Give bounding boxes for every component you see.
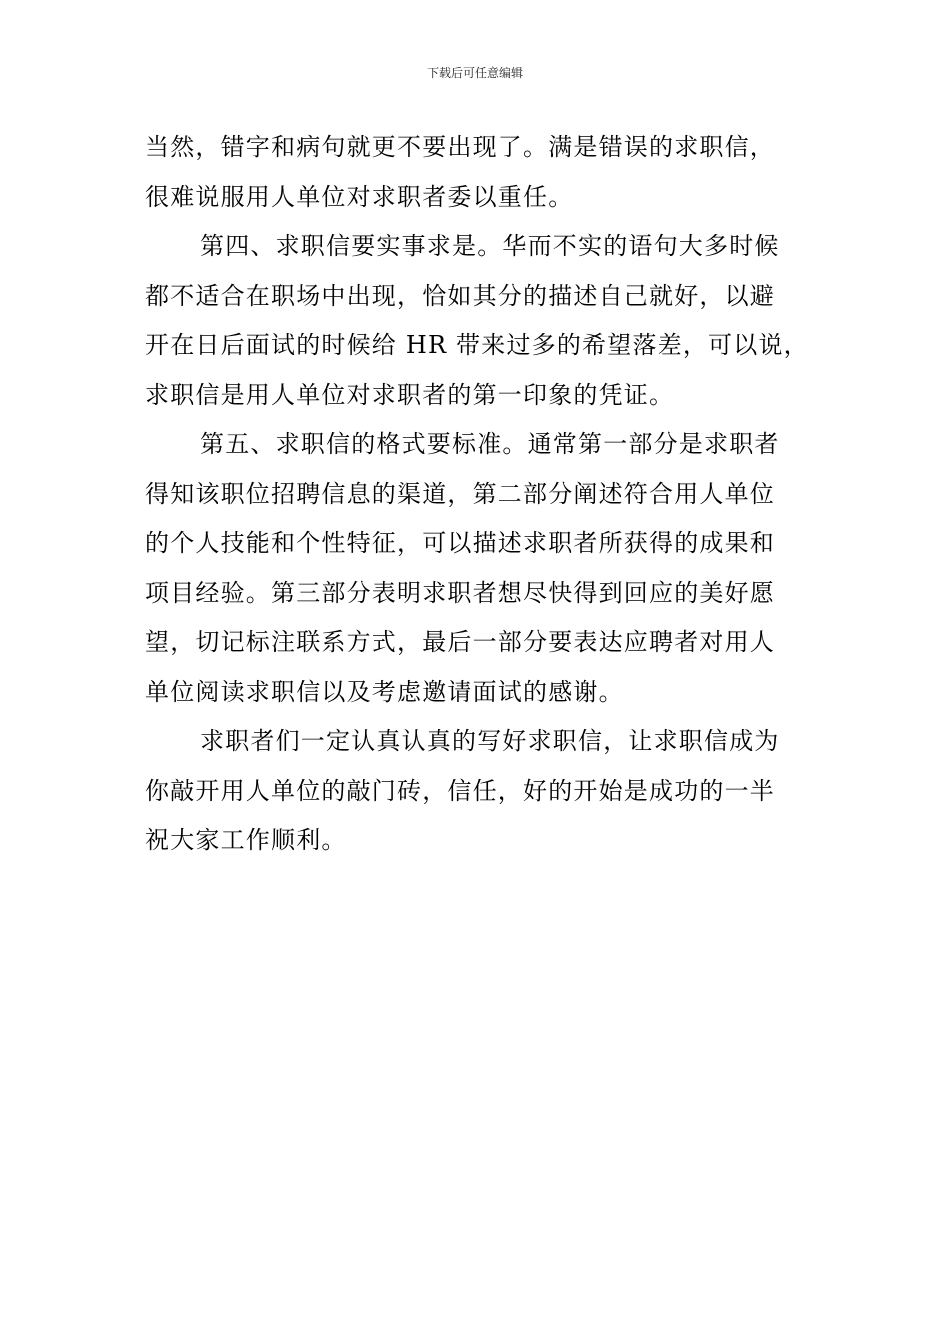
body-line: 很难说服用人单位对求职者委以重任。 <box>145 182 574 211</box>
body-line: 望，切记标注联系方式，最后一部分要表达应聘者对用人 <box>145 628 775 656</box>
body-line: 求职信是用人单位对求职者的第一印象的凭证。 <box>145 380 675 409</box>
page-header: 下载后可任意编辑 <box>426 66 523 80</box>
body-line: 得知该职位招聘信息的渠道，第二部分阐述符合用人单位 <box>145 479 775 508</box>
body-line: 当然，错字和病句就更不要出现了。满是错误的求职信， <box>145 133 775 161</box>
body-line: 祝大家工作顺利。 <box>145 826 347 854</box>
paragraph-start-line: 第五、求职信的格式要标准。通常第一部分是求职者 <box>200 430 780 458</box>
document-body <box>145 123 810 866</box>
body-line: 单位阅读求职信以及考虑邀请面试的感谢。 <box>145 677 624 706</box>
paragraph-start-line: 求职者们一定认真认真的写好求职信，让求职信成为 <box>200 727 780 755</box>
body-line: 项目经验。第三部分表明求职者想尽快得到回应的美好愿 <box>145 578 775 607</box>
body-line: 都不适合在职场中出现，恰如其分的描述自己就好，以避 <box>145 281 775 310</box>
body-line: 你敲开用人单位的敲门砖，信任，好的开始是成功的一半 <box>145 776 775 805</box>
paragraph-start-line: 第四、求职信要实事求是。华而不实的语句大多时候 <box>200 232 780 260</box>
body-line: 的个人技能和个性特征，可以描述求职者所获得的成果和 <box>145 529 775 557</box>
body-line: 开在日后面试的时候给 HR 带来过多的希望落差，可以说， <box>145 331 809 359</box>
